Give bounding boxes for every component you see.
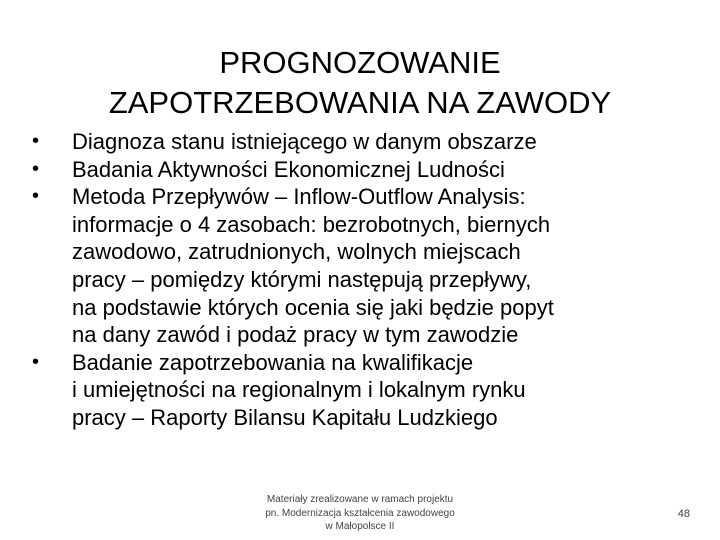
- bullet-text: pracy – Raporty Bilansu Kapitału Ludzkiego: [72, 404, 498, 430]
- bullet-icon: •: [32, 350, 40, 373]
- bullet-icon: •: [32, 157, 40, 180]
- bullet-icon: •: [32, 130, 40, 152]
- bullet-text: Metoda Przepływów – Inflow-Outflow Analysis:: [72, 184, 526, 210]
- title-line: ZAPOTRZEBOWANIA NA ZAWODY: [108, 84, 612, 120]
- bullet-text: na podstawie których ocenia się jaki będzie popyt: [72, 294, 554, 320]
- bullet-icon: •: [32, 185, 40, 208]
- bullet-text: Badanie zapotrzebowania na kwalifikacje: [72, 349, 474, 375]
- bullet-text: Badania Aktywności Ekonomicznej Ludności: [72, 156, 505, 182]
- footer-credits: [240, 493, 480, 534]
- bullet-item: [26, 349, 696, 432]
- bullet-text: i umiejętności na regionalnym i lokalnym rynku: [72, 377, 526, 403]
- footer-line: pn. Modernizacja kształcenia zawodowego: [265, 507, 455, 519]
- bullet-text: na dany zawód i podaż pracy w tym zawodzie: [72, 322, 519, 348]
- slide-title: [40, 43, 680, 123]
- bullet-text: zawodowo, zatrudnionych, wolnych miejscach: [72, 239, 521, 265]
- bullet-item: [26, 183, 696, 349]
- footer-line: Materiały zrealizowane w ramach projektu: [266, 494, 454, 505]
- bullet-text: pracy – pomiędzy którymi następują przepływy,: [72, 266, 532, 292]
- bullet-text: informacje o 4 zasobach: bezrobotnych, biernych: [72, 211, 551, 237]
- bullet-item: [26, 128, 696, 156]
- title-line: PROGNOZOWANIE: [219, 44, 501, 80]
- footer-line: w Małopolsce II: [325, 521, 395, 532]
- bullet-list: [26, 128, 696, 432]
- page-number: 48: [677, 508, 690, 520]
- bullet-text: Diagnoza stanu istniejącego w danym obszarze: [72, 129, 537, 154]
- bullet-item: [26, 156, 696, 184]
